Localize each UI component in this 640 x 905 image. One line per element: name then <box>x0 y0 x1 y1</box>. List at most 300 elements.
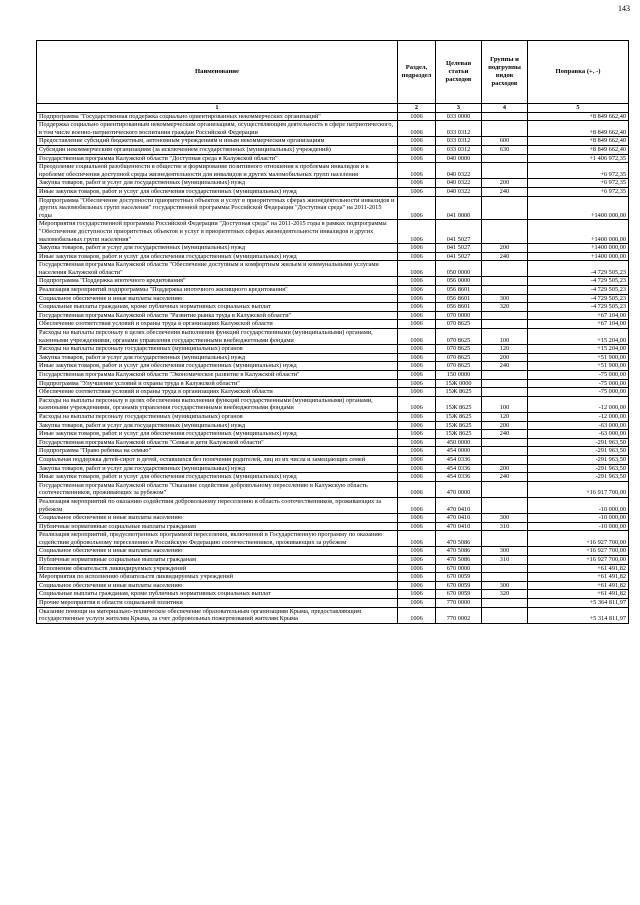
table-row <box>37 531 629 547</box>
row-group-cell <box>482 286 528 295</box>
row-group-cell <box>482 311 528 320</box>
row-amount-cell: -75 000,00 <box>528 379 629 388</box>
row-amount-cell: +6 972,35 <box>528 187 629 196</box>
row-name-cell: Иные закупки товаров, работ и услуг для обеспечения государственных (муниципальных) нужд <box>37 362 398 371</box>
row-group-cell <box>482 220 528 244</box>
row-name-cell: Закупка товаров, работ и услуг для государственных (муниципальных) нужд <box>37 179 398 188</box>
row-group-cell: 120 <box>482 412 528 421</box>
table-row <box>37 252 629 261</box>
row-target-cell: 15Ж 8625 <box>436 388 482 397</box>
row-target-cell: 040 0322 <box>436 163 482 179</box>
row-target-cell: 070 8625 <box>436 345 482 354</box>
row-group-cell: 630 <box>482 145 528 154</box>
row-group-cell <box>482 447 528 456</box>
row-group-cell <box>482 196 528 220</box>
row-amount-cell: +1400 000,00 <box>528 196 629 220</box>
row-section-cell: 1006 <box>398 421 436 430</box>
row-group-cell <box>482 121 528 137</box>
table-row <box>37 112 629 121</box>
table-row <box>37 345 629 354</box>
row-amount-cell: +8 849 662,40 <box>528 137 629 146</box>
row-section-cell: 1006 <box>398 438 436 447</box>
table-row <box>37 277 629 286</box>
table-row <box>37 220 629 244</box>
row-group-cell: 600 <box>482 137 528 146</box>
row-name-cell: Реализация мероприятий подпрограммы "Поддержка ипотечного жилищного кредитования" <box>37 286 398 295</box>
row-name-cell: Социальное обеспечение и иные выплаты населению <box>37 547 398 556</box>
table-row <box>37 599 629 608</box>
row-target-cell: 056 8601 <box>436 286 482 295</box>
table-row <box>37 412 629 421</box>
row-target-cell: 15Ж 0000 <box>436 379 482 388</box>
row-target-cell: 041 5027 <box>436 220 482 244</box>
row-section-cell: 1006 <box>398 345 436 354</box>
table-row <box>37 362 629 371</box>
row-section-cell: 1006 <box>398 447 436 456</box>
row-name-cell: Субсидии некоммерческим организациям (за исключением государственных (муниципальных) учреждений) <box>37 145 398 154</box>
table-row <box>37 244 629 253</box>
row-group-cell: 240 <box>482 473 528 482</box>
row-section-cell: 1006 <box>398 329 436 345</box>
table-row <box>37 121 629 137</box>
row-name-cell: Предоставление субсидий бюджетным, автономным учреждениям и иным некоммерческим организациям <box>37 137 398 146</box>
row-amount-cell: +51 900,00 <box>528 353 629 362</box>
row-section-cell: 1006 <box>398 294 436 303</box>
table-row <box>37 353 629 362</box>
table-row <box>37 311 629 320</box>
row-amount-cell: -291 963,50 <box>528 464 629 473</box>
row-group-cell: 310 <box>482 556 528 565</box>
row-section-cell: 1006 <box>398 362 436 371</box>
row-target-cell: 041 5027 <box>436 244 482 253</box>
column-number-row <box>37 104 629 113</box>
row-target-cell: 670 0059 <box>436 581 482 590</box>
row-target-cell: 070 0000 <box>436 311 482 320</box>
row-group-cell: 200 <box>482 179 528 188</box>
row-group-cell: 120 <box>482 345 528 354</box>
row-target-cell: 670 0000 <box>436 564 482 573</box>
table-row <box>37 320 629 329</box>
row-target-cell: 470 5086 <box>436 547 482 556</box>
row-section-cell: 1006 <box>398 286 436 295</box>
column-number: 2 <box>398 104 436 113</box>
row-target-cell: 050 0000 <box>436 261 482 277</box>
table-row <box>37 473 629 482</box>
row-amount-cell: -4 729 505,23 <box>528 303 629 312</box>
row-group-cell <box>482 438 528 447</box>
row-target-cell: 070 8625 <box>436 353 482 362</box>
table-row <box>37 564 629 573</box>
row-amount-cell: +51 900,00 <box>528 362 629 371</box>
row-target-cell: 770 0002 <box>436 607 482 623</box>
table-row <box>37 497 629 513</box>
row-target-cell: 470 0410 <box>436 522 482 531</box>
row-section-cell: 1006 <box>398 196 436 220</box>
row-name-cell: Закупка товаров, работ и услуг для государственных (муниципальных) нужд <box>37 353 398 362</box>
table-row <box>37 196 629 220</box>
row-section-cell: 1006 <box>398 154 436 163</box>
row-group-cell: 320 <box>482 590 528 599</box>
row-group-cell: 200 <box>482 421 528 430</box>
row-target-cell: 470 5086 <box>436 531 482 547</box>
row-amount-cell: -4 729 505,23 <box>528 294 629 303</box>
row-name-cell: Расходы на выплаты персоналу государственных (муниципальных) органов <box>37 345 398 354</box>
row-amount-cell: +5 364 811,97 <box>528 599 629 608</box>
row-section-cell: 1006 <box>398 573 436 582</box>
row-name-cell: Подпрограмма "Поддержка ипотечного кредитования" <box>37 277 398 286</box>
row-amount-cell: +16 917 700,00 <box>528 481 629 497</box>
row-target-cell: 040 0322 <box>436 187 482 196</box>
row-section-cell: 1006 <box>398 412 436 421</box>
row-section-cell: 1006 <box>398 514 436 523</box>
row-section-cell: 1006 <box>398 473 436 482</box>
row-section-cell: 1006 <box>398 303 436 312</box>
row-section-cell: 1006 <box>398 547 436 556</box>
row-amount-cell: -63 000,00 <box>528 421 629 430</box>
row-section-cell: 1006 <box>398 531 436 547</box>
row-target-cell: 070 8625 <box>436 329 482 345</box>
row-name-cell: Государственная программа Калужской области "Доступная среда в Калужской области" <box>37 154 398 163</box>
row-target-cell: 033 0000 <box>436 112 482 121</box>
row-name-cell: Государственная программа Калужской области "Семья и дети Калужской области" <box>37 438 398 447</box>
row-amount-cell: +15 204,00 <box>528 345 629 354</box>
row-group-cell <box>482 481 528 497</box>
table-row <box>37 556 629 565</box>
row-amount-cell: +67 104,00 <box>528 320 629 329</box>
row-amount-cell: -75 000,00 <box>528 371 629 380</box>
row-section-cell: 1006 <box>398 590 436 599</box>
row-amount-cell: +8 849 662,40 <box>528 145 629 154</box>
row-group-cell <box>482 371 528 380</box>
row-group-cell <box>482 564 528 573</box>
row-amount-cell: +1 406 972,35 <box>528 154 629 163</box>
table-row <box>37 303 629 312</box>
row-name-cell: Закупка товаров, работ и услуг для государственных (муниципальных) нужд <box>37 421 398 430</box>
header-target: Целевая статьи расходов <box>436 41 482 104</box>
row-group-cell: 200 <box>482 464 528 473</box>
row-name-cell: Преодоление социальной разобщенности в обществе и формирование позитивного отношения к проблемам инвалидов и к проблеме обеспечения доступной среды жизнедеятельности для инвалидов и других маломобильных групп населения <box>37 163 398 179</box>
table-row <box>37 294 629 303</box>
row-section-cell: 1006 <box>398 320 436 329</box>
table-row <box>37 396 629 412</box>
row-target-cell: 670 0059 <box>436 573 482 582</box>
row-amount-cell: +6 972,35 <box>528 179 629 188</box>
row-target-cell: 770 0000 <box>436 599 482 608</box>
row-group-cell: 240 <box>482 362 528 371</box>
row-group-cell <box>482 261 528 277</box>
row-section-cell: 1006 <box>398 145 436 154</box>
table-row <box>37 379 629 388</box>
row-amount-cell: +67 104,00 <box>528 311 629 320</box>
row-amount-cell: +61 491,82 <box>528 564 629 573</box>
row-name-cell: Государственная программа Калужской области "Обеспечение доступным и комфортным жильем и коммунальными услугами населения Калужской области" <box>37 261 398 277</box>
row-name-cell: Подпрограмма "Улучшение условий и охраны труда в Калужской области" <box>37 379 398 388</box>
row-name-cell: Государственная программа Калужской области "Оказание содействия добровольному переселению в Калужскую область соотечественников, проживающих за рубежом" <box>37 481 398 497</box>
row-group-cell <box>482 599 528 608</box>
row-target-cell: 033 0312 <box>436 137 482 146</box>
table-row <box>37 145 629 154</box>
row-section-cell: 1006 <box>398 187 436 196</box>
row-section-cell: 1006 <box>398 556 436 565</box>
table-row <box>37 154 629 163</box>
row-target-cell: 041 0000 <box>436 196 482 220</box>
table-row <box>37 481 629 497</box>
column-number: 4 <box>482 104 528 113</box>
row-group-cell <box>482 573 528 582</box>
table-row <box>37 163 629 179</box>
row-group-cell: 240 <box>482 252 528 261</box>
row-group-cell <box>482 112 528 121</box>
row-section-cell: 1006 <box>398 112 436 121</box>
row-amount-cell: -10 000,00 <box>528 522 629 531</box>
row-target-cell: 15Ж 8625 <box>436 421 482 430</box>
row-group-cell <box>482 154 528 163</box>
row-name-cell: Мероприятия по исполнению обязательств ликвидируемых учреждений <box>37 573 398 582</box>
row-target-cell: 450 0000 <box>436 438 482 447</box>
row-amount-cell: -291 963,50 <box>528 438 629 447</box>
row-target-cell: 470 5086 <box>436 556 482 565</box>
row-amount-cell: +1400 000,00 <box>528 220 629 244</box>
row-group-cell: 200 <box>482 353 528 362</box>
row-target-cell: 670 0059 <box>436 590 482 599</box>
row-target-cell: 470 0410 <box>436 514 482 523</box>
row-amount-cell: -12 000,00 <box>528 412 629 421</box>
table-row <box>37 438 629 447</box>
column-number: 3 <box>436 104 482 113</box>
row-name-cell: Публичные нормативные социальные выплаты гражданам <box>37 556 398 565</box>
row-name-cell: Иные закупки товаров, работ и услуг для обеспечения государственных (муниципальных) нужд <box>37 430 398 439</box>
row-section-cell: 1006 <box>398 277 436 286</box>
row-section-cell: 1006 <box>398 522 436 531</box>
row-name-cell: Поддержка социально ориентированным некоммерческим организациям, осуществляющим деятельность в сфере патриотического, в том числе военно-патриотического воспитания граждан Российской Федерации <box>37 121 398 137</box>
header-group: Группы и подгруппы видов расходов <box>482 41 528 104</box>
header-amendment: Поправка (+, -) <box>528 41 629 104</box>
row-target-cell: 040 0322 <box>436 179 482 188</box>
row-group-cell: 240 <box>482 187 528 196</box>
row-name-cell: Подпрограмма "Обеспечение доступности приоритетных объектов и услуг в приоритетных сферах жизнедеятельности инвалидов и других маломобильных групп населения" государственной программы Российской Федерации "Доступная среда" на 2011-2015 годы <box>37 196 398 220</box>
row-name-cell: Исполнение обязательств ликвидируемых учреждений <box>37 564 398 573</box>
table-row <box>37 573 629 582</box>
table-body <box>37 112 629 623</box>
row-group-cell <box>482 455 528 464</box>
row-name-cell: Социальное обеспечение и иные выплаты населению <box>37 514 398 523</box>
row-amount-cell: -291 963,50 <box>528 447 629 456</box>
row-name-cell: Иные закупки товаров, работ и услуг для обеспечения государственных (муниципальных) нужд <box>37 473 398 482</box>
row-group-cell: 320 <box>482 303 528 312</box>
table-row <box>37 522 629 531</box>
row-name-cell: Социальные выплаты гражданам, кроме публичных нормативных социальных выплат <box>37 590 398 599</box>
row-section-cell: 1006 <box>398 607 436 623</box>
table-row <box>37 388 629 397</box>
row-group-cell <box>482 607 528 623</box>
header-name: Наименование <box>37 41 398 104</box>
page-number: 143 <box>618 4 630 13</box>
row-section-cell: 1006 <box>398 396 436 412</box>
row-amount-cell: -63 000,00 <box>528 430 629 439</box>
row-amount-cell: +61 491,82 <box>528 581 629 590</box>
row-group-cell <box>482 388 528 397</box>
row-amount-cell: +1400 000,00 <box>528 252 629 261</box>
row-amount-cell: -4 729 505,23 <box>528 261 629 277</box>
row-name-cell: Обеспечение соответствия условий и охраны труда в организациях Калужской области <box>37 320 398 329</box>
row-section-cell: 1006 <box>398 121 436 137</box>
row-section-cell: 1006 <box>398 564 436 573</box>
row-group-cell: 100 <box>482 396 528 412</box>
row-amount-cell: -10 000,00 <box>528 514 629 523</box>
table-row <box>37 261 629 277</box>
row-section-cell: 1006 <box>398 311 436 320</box>
table-row <box>37 514 629 523</box>
row-target-cell: 040 0000 <box>436 154 482 163</box>
row-section-cell: 1006 <box>398 481 436 497</box>
row-name-cell: Публичные нормативные социальные выплаты гражданам <box>37 522 398 531</box>
row-group-cell: 240 <box>482 430 528 439</box>
row-group-cell: 200 <box>482 244 528 253</box>
row-name-cell: Реализация мероприятий, предусмотренных программой переселения, включенной в Государственную программу по оказанию содействия добровольному переселению в Российскую Федерацию соотечественников, проживающих за рубежом <box>37 531 398 547</box>
row-target-cell: 470 0000 <box>436 481 482 497</box>
row-group-cell: 100 <box>482 329 528 345</box>
row-amount-cell: -4 729 505,23 <box>528 277 629 286</box>
row-amount-cell: +61 491,82 <box>528 573 629 582</box>
table-row <box>37 590 629 599</box>
row-group-cell: 300 <box>482 581 528 590</box>
row-group-cell <box>482 163 528 179</box>
row-amount-cell: +8 849 662,40 <box>528 112 629 121</box>
row-group-cell: 310 <box>482 522 528 531</box>
row-target-cell: 15Ж 8625 <box>436 430 482 439</box>
row-section-cell: 1006 <box>398 430 436 439</box>
row-name-cell: Иные закупки товаров, работ и услуг для обеспечения государственных (муниципальных) нужд <box>37 252 398 261</box>
row-amount-cell: -291 963,50 <box>528 455 629 464</box>
table-row <box>37 581 629 590</box>
row-target-cell: 454 0336 <box>436 464 482 473</box>
row-name-cell: Социальные выплаты гражданам, кроме публичных нормативных социальных выплат <box>37 303 398 312</box>
row-group-cell <box>482 379 528 388</box>
row-name-cell: Социальное обеспечение и иные выплаты населению <box>37 294 398 303</box>
row-target-cell: 056 8601 <box>436 303 482 312</box>
row-target-cell: 056 0000 <box>436 277 482 286</box>
row-group-cell <box>482 320 528 329</box>
row-section-cell: 1006 <box>398 455 436 464</box>
row-amount-cell: -12 000,00 <box>528 396 629 412</box>
row-section-cell: 1006 <box>398 371 436 380</box>
row-name-cell: Государственная программа Калужской области "Развитие рынка труда в Калужской области" <box>37 311 398 320</box>
row-target-cell: 15Ж 8625 <box>436 412 482 421</box>
row-target-cell: 033 0312 <box>436 145 482 154</box>
row-target-cell: 070 8625 <box>436 320 482 329</box>
row-target-cell: 033 0312 <box>436 121 482 137</box>
row-name-cell: Социальное обеспечение и иные выплаты населению <box>37 581 398 590</box>
row-section-cell: 1006 <box>398 261 436 277</box>
row-group-cell <box>482 277 528 286</box>
row-name-cell: Закупка товаров, работ и услуг для государственных (муниципальных) нужд <box>37 244 398 253</box>
table-row <box>37 137 629 146</box>
row-group-cell: 300 <box>482 547 528 556</box>
table-row <box>37 421 629 430</box>
row-section-cell: 1006 <box>398 252 436 261</box>
row-amount-cell: -10 000,00 <box>528 497 629 513</box>
row-section-cell: 1006 <box>398 244 436 253</box>
row-target-cell: 041 5027 <box>436 252 482 261</box>
table-row <box>37 547 629 556</box>
row-amount-cell: -4 729 505,23 <box>528 286 629 295</box>
row-target-cell: 454 0336 <box>436 455 482 464</box>
row-name-cell: Расходы на выплаты персоналу в целях обеспечения выполнения функций государственными (муниципальными) органами, казенными учреждениями, органами управления государственными внебюджетными фондами <box>37 396 398 412</box>
row-amount-cell: +8 849 662,40 <box>528 121 629 137</box>
row-amount-cell: -291 963,50 <box>528 473 629 482</box>
row-amount-cell: +16 927 700,00 <box>528 531 629 547</box>
row-amount-cell: +1400 000,00 <box>528 244 629 253</box>
row-name-cell: Подпрограмма "Государственная поддержка социально ориентированных некоммерческих организаций" <box>37 112 398 121</box>
row-target-cell: 070 8625 <box>436 362 482 371</box>
row-amount-cell: +16 927 700,00 <box>528 556 629 565</box>
table-row <box>37 329 629 345</box>
row-group-cell: 300 <box>482 514 528 523</box>
column-number: 1 <box>37 104 398 113</box>
row-name-cell: Мероприятия государственной программы Российской Федерации "Доступная среда" на 2011-2015 годы в рамках подпрограммы "Обеспечение доступности приоритетных объектов и услуг в приоритетных сферах жизнедеятельности инвалидов и других маломобильных групп населения" <box>37 220 398 244</box>
table-row <box>37 430 629 439</box>
row-name-cell: Обеспечение соответствия условий и охраны труда в организациях Калужской области <box>37 388 398 397</box>
header-section: Раздел, подраздел <box>398 41 436 104</box>
row-name-cell: Оказание помощи на материально-техническое обеспечение образовательным организациям Крыма, предоставляющим государственные услуги жителям Крыма, за счет добровольных пожертвований жителям Крыма <box>37 607 398 623</box>
row-amount-cell: +6 972,35 <box>528 163 629 179</box>
row-name-cell: Государственная программа Калужской области "Экономическое развитие в Калужской области" <box>37 371 398 380</box>
row-name-cell: Расходы на выплаты персоналу в целях обеспечения выполнения функций государственными (муниципальными) органами, казенными учреждениями, органами управления государственными внебюджетными фондами <box>37 329 398 345</box>
row-section-cell: 1006 <box>398 179 436 188</box>
row-target-cell: 056 8601 <box>436 294 482 303</box>
table-row <box>37 286 629 295</box>
row-target-cell: 150 0000 <box>436 371 482 380</box>
table-row <box>37 464 629 473</box>
row-section-cell: 1006 <box>398 220 436 244</box>
row-target-cell: 454 0336 <box>436 473 482 482</box>
table-row <box>37 447 629 456</box>
row-target-cell: 470 0410 <box>436 497 482 513</box>
row-section-cell: 1006 <box>398 599 436 608</box>
row-section-cell: 1006 <box>398 581 436 590</box>
row-name-cell: Прочие мероприятия в области социальной политики <box>37 599 398 608</box>
row-group-cell: 300 <box>482 294 528 303</box>
row-name-cell: Закупка товаров, работ и услуг для государственных (муниципальных) нужд <box>37 464 398 473</box>
row-name-cell: Реализация мероприятий по оказанию содействия добровольному переселению в область соотечественников, проживающих за рубежом <box>37 497 398 513</box>
row-amount-cell: +15 204,00 <box>528 329 629 345</box>
row-section-cell: 1006 <box>398 497 436 513</box>
row-section-cell: 1006 <box>398 388 436 397</box>
row-name-cell: Иные закупки товаров, работ и услуг для обеспечения государственных (муниципальных) нужд <box>37 187 398 196</box>
row-amount-cell: -75 000,00 <box>528 388 629 397</box>
row-name-cell: Социальная поддержка детей-сирот и детей, оставшихся без попечения родителей, лиц из их числа и замещающих семей <box>37 455 398 464</box>
row-section-cell: 1006 <box>398 163 436 179</box>
row-amount-cell: +5 314 811,97 <box>528 607 629 623</box>
row-section-cell: 1006 <box>398 379 436 388</box>
row-section-cell: 1006 <box>398 464 436 473</box>
row-name-cell: Подпрограмма "Право ребенка на семью" <box>37 447 398 456</box>
table-row <box>37 455 629 464</box>
table-row <box>37 179 629 188</box>
budget-table <box>36 40 629 624</box>
row-section-cell: 1006 <box>398 353 436 362</box>
table-row <box>37 371 629 380</box>
table-row <box>37 187 629 196</box>
row-target-cell: 454 0000 <box>436 447 482 456</box>
table-header-row <box>37 41 629 104</box>
row-group-cell <box>482 531 528 547</box>
row-group-cell <box>482 497 528 513</box>
row-target-cell: 15Ж 8625 <box>436 396 482 412</box>
row-name-cell: Расходы на выплаты персоналу государственных (муниципальных) органов <box>37 412 398 421</box>
table-row <box>37 607 629 623</box>
row-amount-cell: +16 927 700,00 <box>528 547 629 556</box>
